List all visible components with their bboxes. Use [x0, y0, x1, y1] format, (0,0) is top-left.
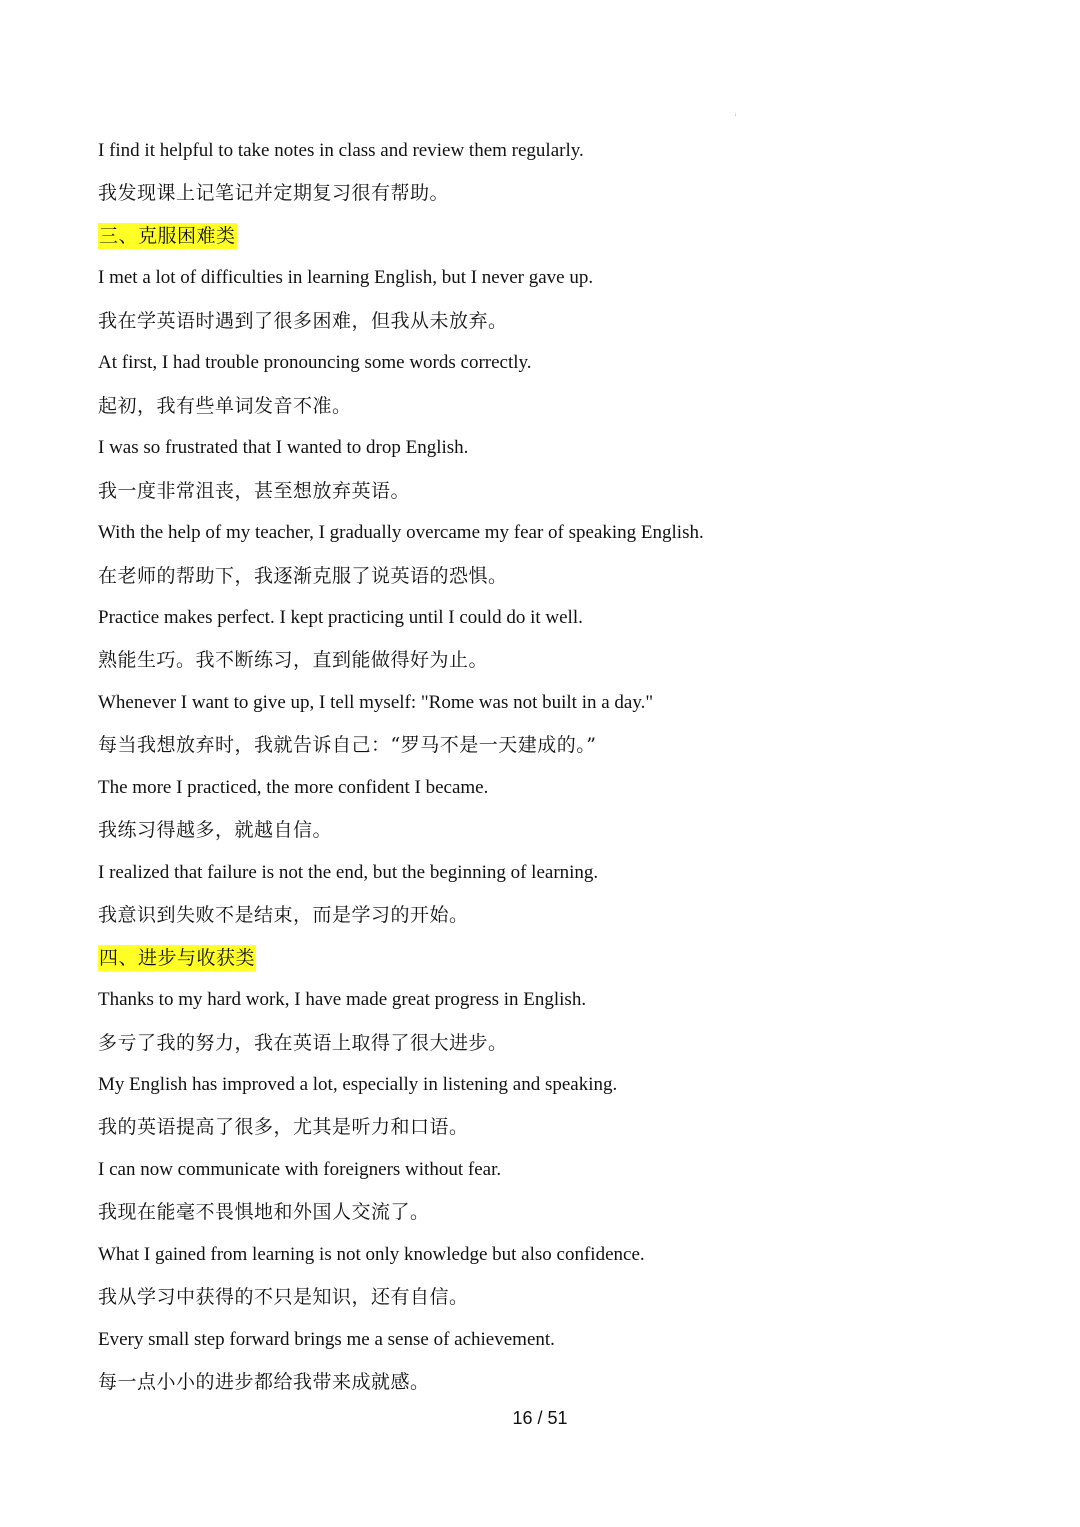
english-sentence: The more I practiced, the more confident I became. [98, 776, 489, 798]
chinese-sentence: 每一点小小的进步都给我带来成就感。 [98, 1371, 430, 1394]
page-footer [0, 1408, 1080, 1429]
english-sentence: Practice makes perfect. I kept practicing until I could do it well. [98, 607, 583, 628]
chinese-sentence: 我在学英语时遇到了很多困难，但我从未放弃。 [98, 309, 508, 332]
english-sentence: Whenever I want to give up, I tell myself: "Rome was not built in a day." [98, 691, 654, 713]
chinese-sentence: 我现在能毫不畏惧地和外国人交流了。 [98, 1201, 430, 1224]
english-sentence: My English has improved a lot, especially in listening and speaking. [98, 1073, 618, 1095]
english-sentence: I met a lot of difficulties in learning English, but I never gave up. [98, 267, 594, 289]
section-heading: 三、克服困难类 [99, 224, 236, 247]
english-sentence: I was so frustrated that I wanted to drop English. [98, 437, 469, 459]
english-sentence: Every small step forward brings me a sense of achievement. [98, 1328, 555, 1350]
english-sentence: I find it helpful to take notes in class and review them regularly. [98, 140, 584, 161]
page-number: 16 / 51 [512, 1408, 568, 1428]
english-sentence: I can now communicate with foreigners without fear. [98, 1158, 502, 1180]
chinese-sentence: 我意识到失败不是结束，而是学习的开始。 [98, 904, 469, 927]
chinese-sentence: 熟能生巧。我不断练习，直到能做得好为止。 [98, 649, 489, 672]
chinese-sentence: 在老师的帮助下，我逐渐克服了说英语的恐惧。 [98, 564, 508, 587]
section-heading: 四、进步与收获类 [99, 946, 256, 969]
chinese-sentence: 我的英语提高了很多，尤其是听力和口语。 [98, 1116, 469, 1139]
chinese-sentence: 我练习得越多，就越自信。 [98, 819, 333, 842]
corner-mark: ↓ [734, 112, 737, 118]
english-sentence: I realized that failure is not the end, but the beginning of learning. [98, 861, 599, 883]
english-sentence: With the help of my teacher, I gradually overcame my fear of speaking English. [98, 522, 704, 543]
chinese-sentence: 多亏了我的努力，我在英语上取得了很大进步。 [98, 1031, 508, 1054]
chinese-sentence: 起初，我有些单词发音不准。 [98, 394, 352, 417]
english-sentence: At first, I had trouble pronouncing some words correctly. [98, 352, 532, 374]
chinese-sentence: 我从学习中获得的不只是知识，还有自信。 [98, 1286, 469, 1309]
english-sentence: What I gained from learning is not only knowledge but also confidence. [98, 1243, 645, 1265]
chinese-sentence: 我一度非常沮丧，甚至想放弃英语。 [98, 479, 411, 502]
chinese-sentence: 每当我想放弃时，我就告诉自己：“罗马不是一天建成的。” [98, 734, 597, 757]
chinese-sentence: 我发现课上记笔记并定期复习很有帮助。 [98, 182, 450, 205]
english-sentence: Thanks to my hard work, I have made great progress in English. [98, 989, 587, 1010]
